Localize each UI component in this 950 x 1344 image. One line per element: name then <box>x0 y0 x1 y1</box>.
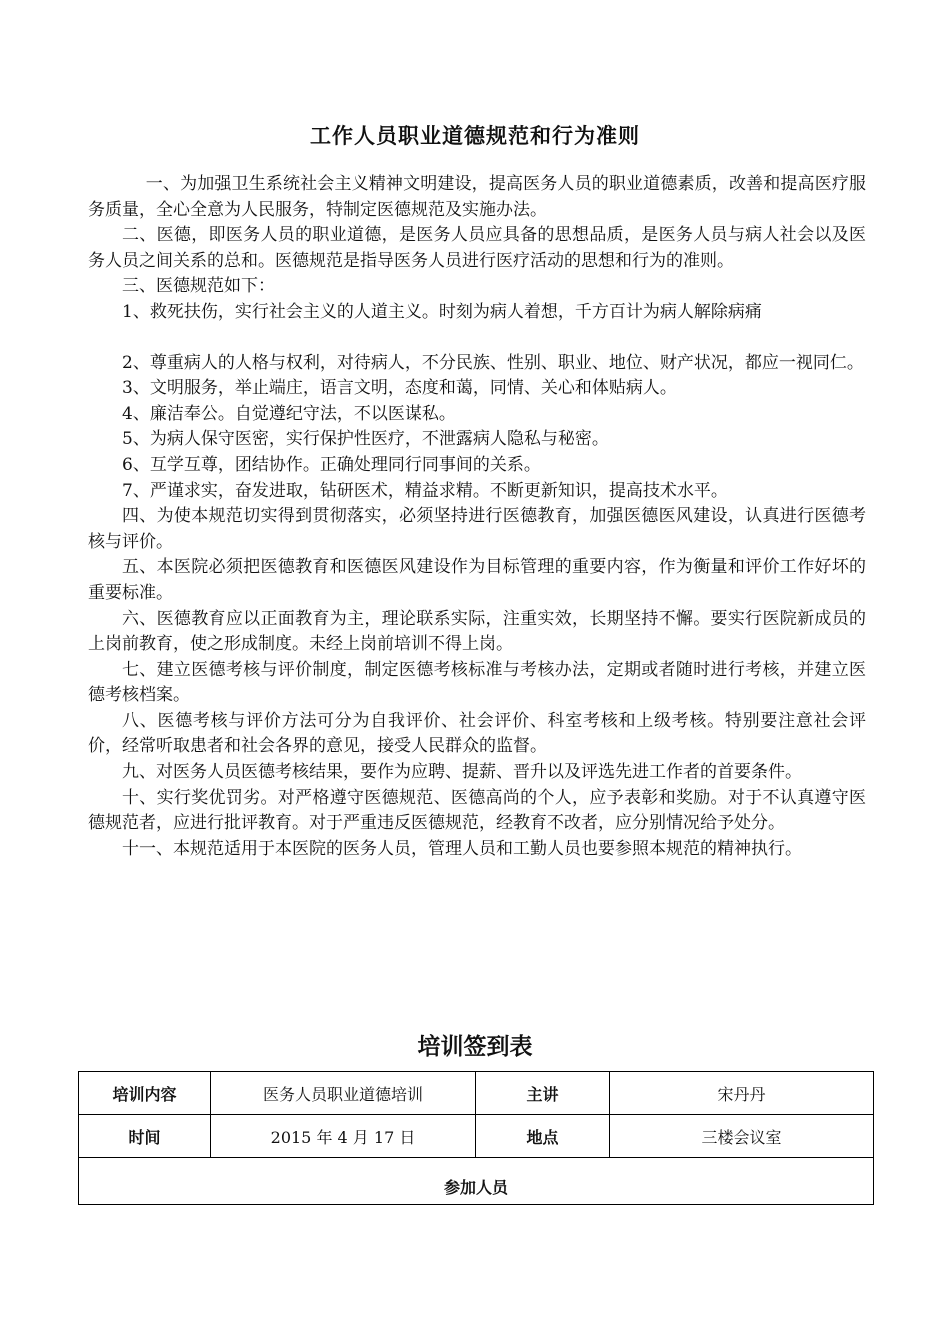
rule-2: 2、尊重病人的人格与权利，对待病人，不分民族、性别、职业、地位、财产状况，都应一视同仁。 <box>122 352 864 373</box>
document-body <box>88 172 866 862</box>
time-value: 2015 年 4 月 17 日 <box>211 1115 476 1158</box>
table-row <box>79 1115 874 1158</box>
rule-1: 1、救死扶伤，实行社会主义的人道主义。时刻为病人着想，千方百计为病人解除病痛 <box>122 301 762 322</box>
table-row <box>79 1072 874 1115</box>
paragraph-7: 七、建立医德考核与评价制度，制定医德考核标准与考核办法，定期或者随时进行考核，并建立医德考核档案。 <box>88 659 866 706</box>
paragraph-8: 八、医德考核与评价方法可分为自我评价、社会评价、科室考核和上级考核。特别要注意社会评价，经常听取患者和社会各界的意见，接受人民群众的监督。 <box>88 710 866 757</box>
rule-5: 5、为病人保守医密，实行保护性医疗，不泄露病人隐私与秘密。 <box>122 429 609 450</box>
participants-label: 参加人员 <box>79 1158 874 1205</box>
location-label: 地点 <box>476 1115 610 1158</box>
paragraph-9: 九、对医务人员医德考核结果，要作为应聘、提薪、晋升以及评选先进工作者的首要条件。 <box>122 762 802 783</box>
time-label: 时间 <box>79 1115 211 1158</box>
location-value: 三楼会议室 <box>610 1115 874 1158</box>
speaker-label: 主讲 <box>476 1072 610 1115</box>
paragraph-2: 二、医德，即医务人员的职业道德，是医务人员应具备的思想品质，是医务人员与病人社会以及医务人员之间关系的总和。医德规范是指导医务人员进行医疗活动的思想和行为的准则。 <box>88 225 866 271</box>
signin-sheet-title: 培训签到表 <box>417 1034 533 1060</box>
training-content-value: 医务人员职业道德培训 <box>211 1072 476 1115</box>
paragraph-3: 三、医德规范如下： <box>122 276 275 297</box>
rule-4: 4、廉洁奉公。自觉遵纪守法，不以医谋私。 <box>122 403 456 424</box>
table-row <box>79 1158 874 1205</box>
paragraph-6: 六、医德教育应以正面教育为主，理论联系实际，注重实效，长期坚持不懈。要实行医院新成员的上岗前教育，使之形成制度。未经上岗前培训不得上岗。 <box>88 608 866 655</box>
signin-table <box>78 1071 874 1205</box>
document-title: 工作人员职业道德规范和行为准则 <box>310 124 640 148</box>
paragraph-4: 四、为使本规范切实得到贯彻落实，必须坚持进行医德教育，加强医德医风建设，认真进行医德考核与评价。 <box>88 506 866 552</box>
rule-3: 3、文明服务，举止端庄，语言文明，态度和蔼，同情、关心和体贴病人。 <box>122 378 677 399</box>
paragraph-1: 一、为加强卫生系统社会主义精神文明建设，提高医务人员的职业道德素质，改善和提高医疗服务质量，全心全意为人民服务，特制定医德规范及实施办法。 <box>88 174 866 220</box>
training-content-label: 培训内容 <box>79 1072 211 1115</box>
paragraph-10: 十、实行奖优罚劣。对严格遵守医德规范、医德高尚的个人，应予表彰和奖励。对于不认真遵守医德规范者，应进行批评教育。对于严重违反医德规范，经教育不改者，应分别情况给予处分。 <box>88 787 866 834</box>
paragraph-5: 五、本医院必须把医德教育和医德医风建设作为目标管理的重要内容，作为衡量和评价工作好坏的重要标准。 <box>88 557 866 603</box>
paragraph-11: 十一、本规范适用于本医院的医务人员，管理人员和工勤人员也要参照本规范的精神执行。 <box>122 838 802 859</box>
rule-7: 7、严谨求实，奋发进取，钻研医术，精益求精。不断更新知识，提高技术水平。 <box>122 480 728 501</box>
rule-6: 6、互学互尊，团结协作。正确处理同行同事间的关系。 <box>122 454 541 475</box>
speaker-value: 宋丹丹 <box>610 1072 874 1115</box>
